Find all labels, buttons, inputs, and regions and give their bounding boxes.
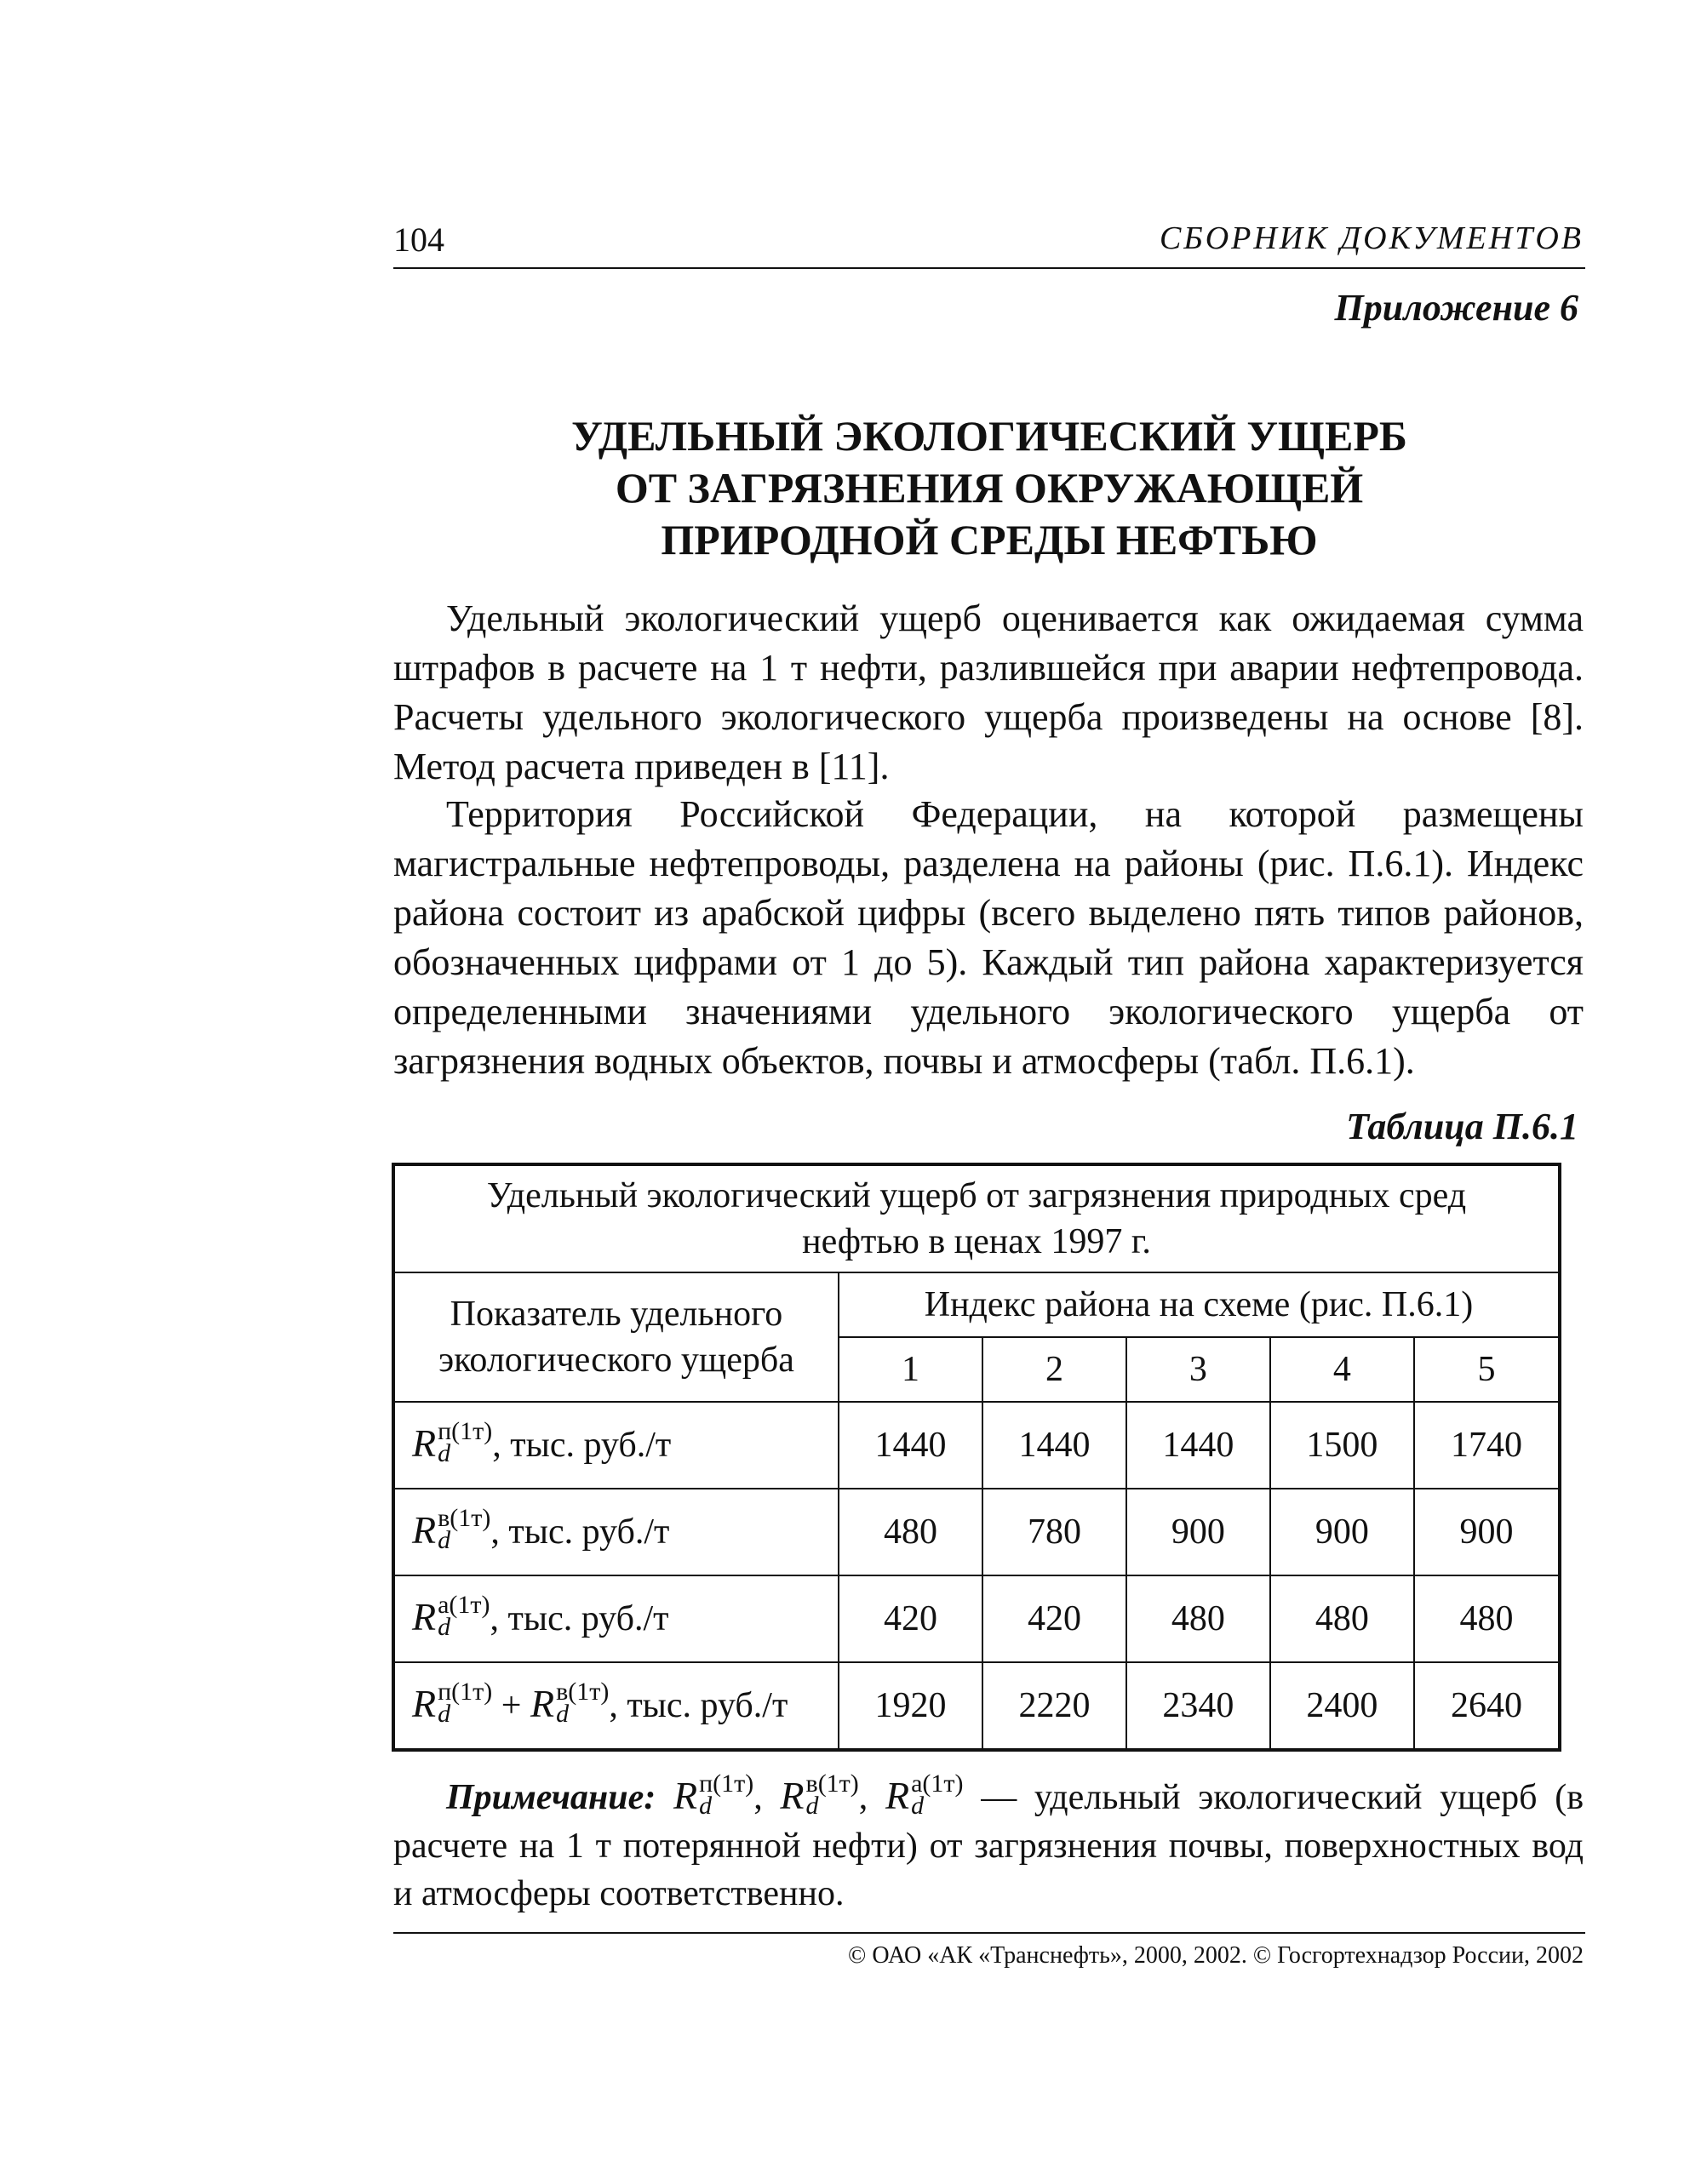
- title-line: ОТ ЗАГРЯЗНЕНИЯ ОКРУЖАЮЩЕЙ: [615, 464, 1364, 512]
- title-line: ПРИРОДНОЙ СРЕДЫ НЕФТЬЮ: [661, 516, 1318, 563]
- table-cell: 1740: [1414, 1402, 1560, 1489]
- table-cell: 900: [1414, 1489, 1560, 1575]
- table-header-row: [393, 1272, 1560, 1337]
- note-label: Примечание:: [446, 1778, 656, 1817]
- table-cell: 900: [1126, 1489, 1270, 1575]
- table-cell: 2400: [1270, 1662, 1414, 1750]
- row-label-sum: R п(1т) d + R в(1т) d , тыс. руб./т: [393, 1662, 839, 1750]
- header-rule: [393, 267, 1585, 269]
- table-cell: 480: [1270, 1575, 1414, 1662]
- table-row: [393, 1662, 1560, 1750]
- table-cell: 2640: [1414, 1662, 1560, 1750]
- row-label-air: R а(1т) d , тыс. руб./т: [393, 1575, 839, 1662]
- table-cell: 480: [839, 1489, 982, 1575]
- table-row: [393, 1575, 1560, 1662]
- table-cell: 1500: [1270, 1402, 1414, 1489]
- caption-line: нефтью в ценах 1997 г.: [802, 1222, 1151, 1261]
- row-label-water: R в(1т) d , тыс. руб./т: [393, 1489, 839, 1575]
- note-text: — удельный экологический ущерб (в расчете на 1 т потерянной нефти) от загрязнения почвы, поверхностных вод и атмосферы соответственно.: [393, 1778, 1584, 1914]
- footer-rule: [393, 1932, 1585, 1934]
- indicator-header: Показатель удельного экологического ущерба: [393, 1272, 839, 1402]
- region-index: 3: [1126, 1337, 1270, 1402]
- table-cell: 1440: [1126, 1402, 1270, 1489]
- table-cell: 480: [1414, 1575, 1560, 1662]
- table-row: [393, 1402, 1560, 1489]
- document-title: [393, 410, 1585, 566]
- table-cell: 1920: [839, 1662, 982, 1750]
- region-index: 2: [982, 1337, 1126, 1402]
- copyright: © ОАО «АК «Транснефть», 2000, 2002. © Госгортехнадзор России, 2002: [848, 1942, 1584, 1969]
- title-line: УДЕЛЬНЫЙ ЭКОЛОГИЧЕСКИЙ УЩЕРБ: [571, 412, 1407, 460]
- table-cell: 1440: [839, 1402, 982, 1489]
- table-cell: 2220: [982, 1662, 1126, 1750]
- region-index-header: Индекс района на схеме (рис. П.6.1): [839, 1272, 1560, 1337]
- table-cell: 1440: [982, 1402, 1126, 1489]
- appendix-label: Приложение 6: [1334, 287, 1578, 329]
- page-number: 104: [393, 220, 444, 259]
- table-cell: 780: [982, 1489, 1126, 1575]
- row-label-soil: R п(1т) d , тыс. руб./т: [393, 1402, 839, 1489]
- table-caption-row: [393, 1164, 1560, 1272]
- region-index: 4: [1270, 1337, 1414, 1402]
- paragraph-intro: Удельный экологический ущерб оценивается как ожидаемая сумма штрафов в расчете на 1 т нефти, разлившейся при аварии нефтепровода. Расчеты удельного экологического ущерба произведены на основе [8]. Метод расчета приведен в [11].: [393, 597, 1584, 787]
- table-caption: [393, 1164, 1560, 1272]
- region-index: 5: [1414, 1337, 1560, 1402]
- table-row: [393, 1489, 1560, 1575]
- caption-line: Удельный экологический ущерб от загрязнения природных сред: [486, 1176, 1467, 1215]
- table-cell: 420: [839, 1575, 982, 1662]
- damage-table: [392, 1163, 1561, 1752]
- table-cell: 480: [1126, 1575, 1270, 1662]
- table-cell: 420: [982, 1575, 1126, 1662]
- table-cell: 900: [1270, 1489, 1414, 1575]
- table-note: Примечание: R п(1т) d , R в(1т) d , R а(1т) d — удельный экологический ущерб (в расчете на 1 т потерянной нефти) от загрязнения почвы, поверхностных вод и атмосферы соответственно.: [393, 1769, 1584, 1914]
- series-title: СБОРНИК ДОКУМЕНТОВ: [1159, 220, 1584, 256]
- running-head: [393, 214, 1584, 266]
- table-label: Таблица П.6.1: [1346, 1106, 1578, 1147]
- region-index: 1: [839, 1337, 982, 1402]
- paragraph-territory: Территория Российской Федерации, на которой размещены магистральные нефтепроводы, разделена на районы (рис. П.6.1). Индекс района состоит из арабской цифры (всего выделено пять типов районов, обозначенных цифрами от 1 до 5). Каждый тип района характеризуется определенными значениями удельного экологического ущерба от загрязнения водных объектов, почвы и атмосферы (табл. П.6.1).: [393, 793, 1584, 1082]
- table-cell: 2340: [1126, 1662, 1270, 1750]
